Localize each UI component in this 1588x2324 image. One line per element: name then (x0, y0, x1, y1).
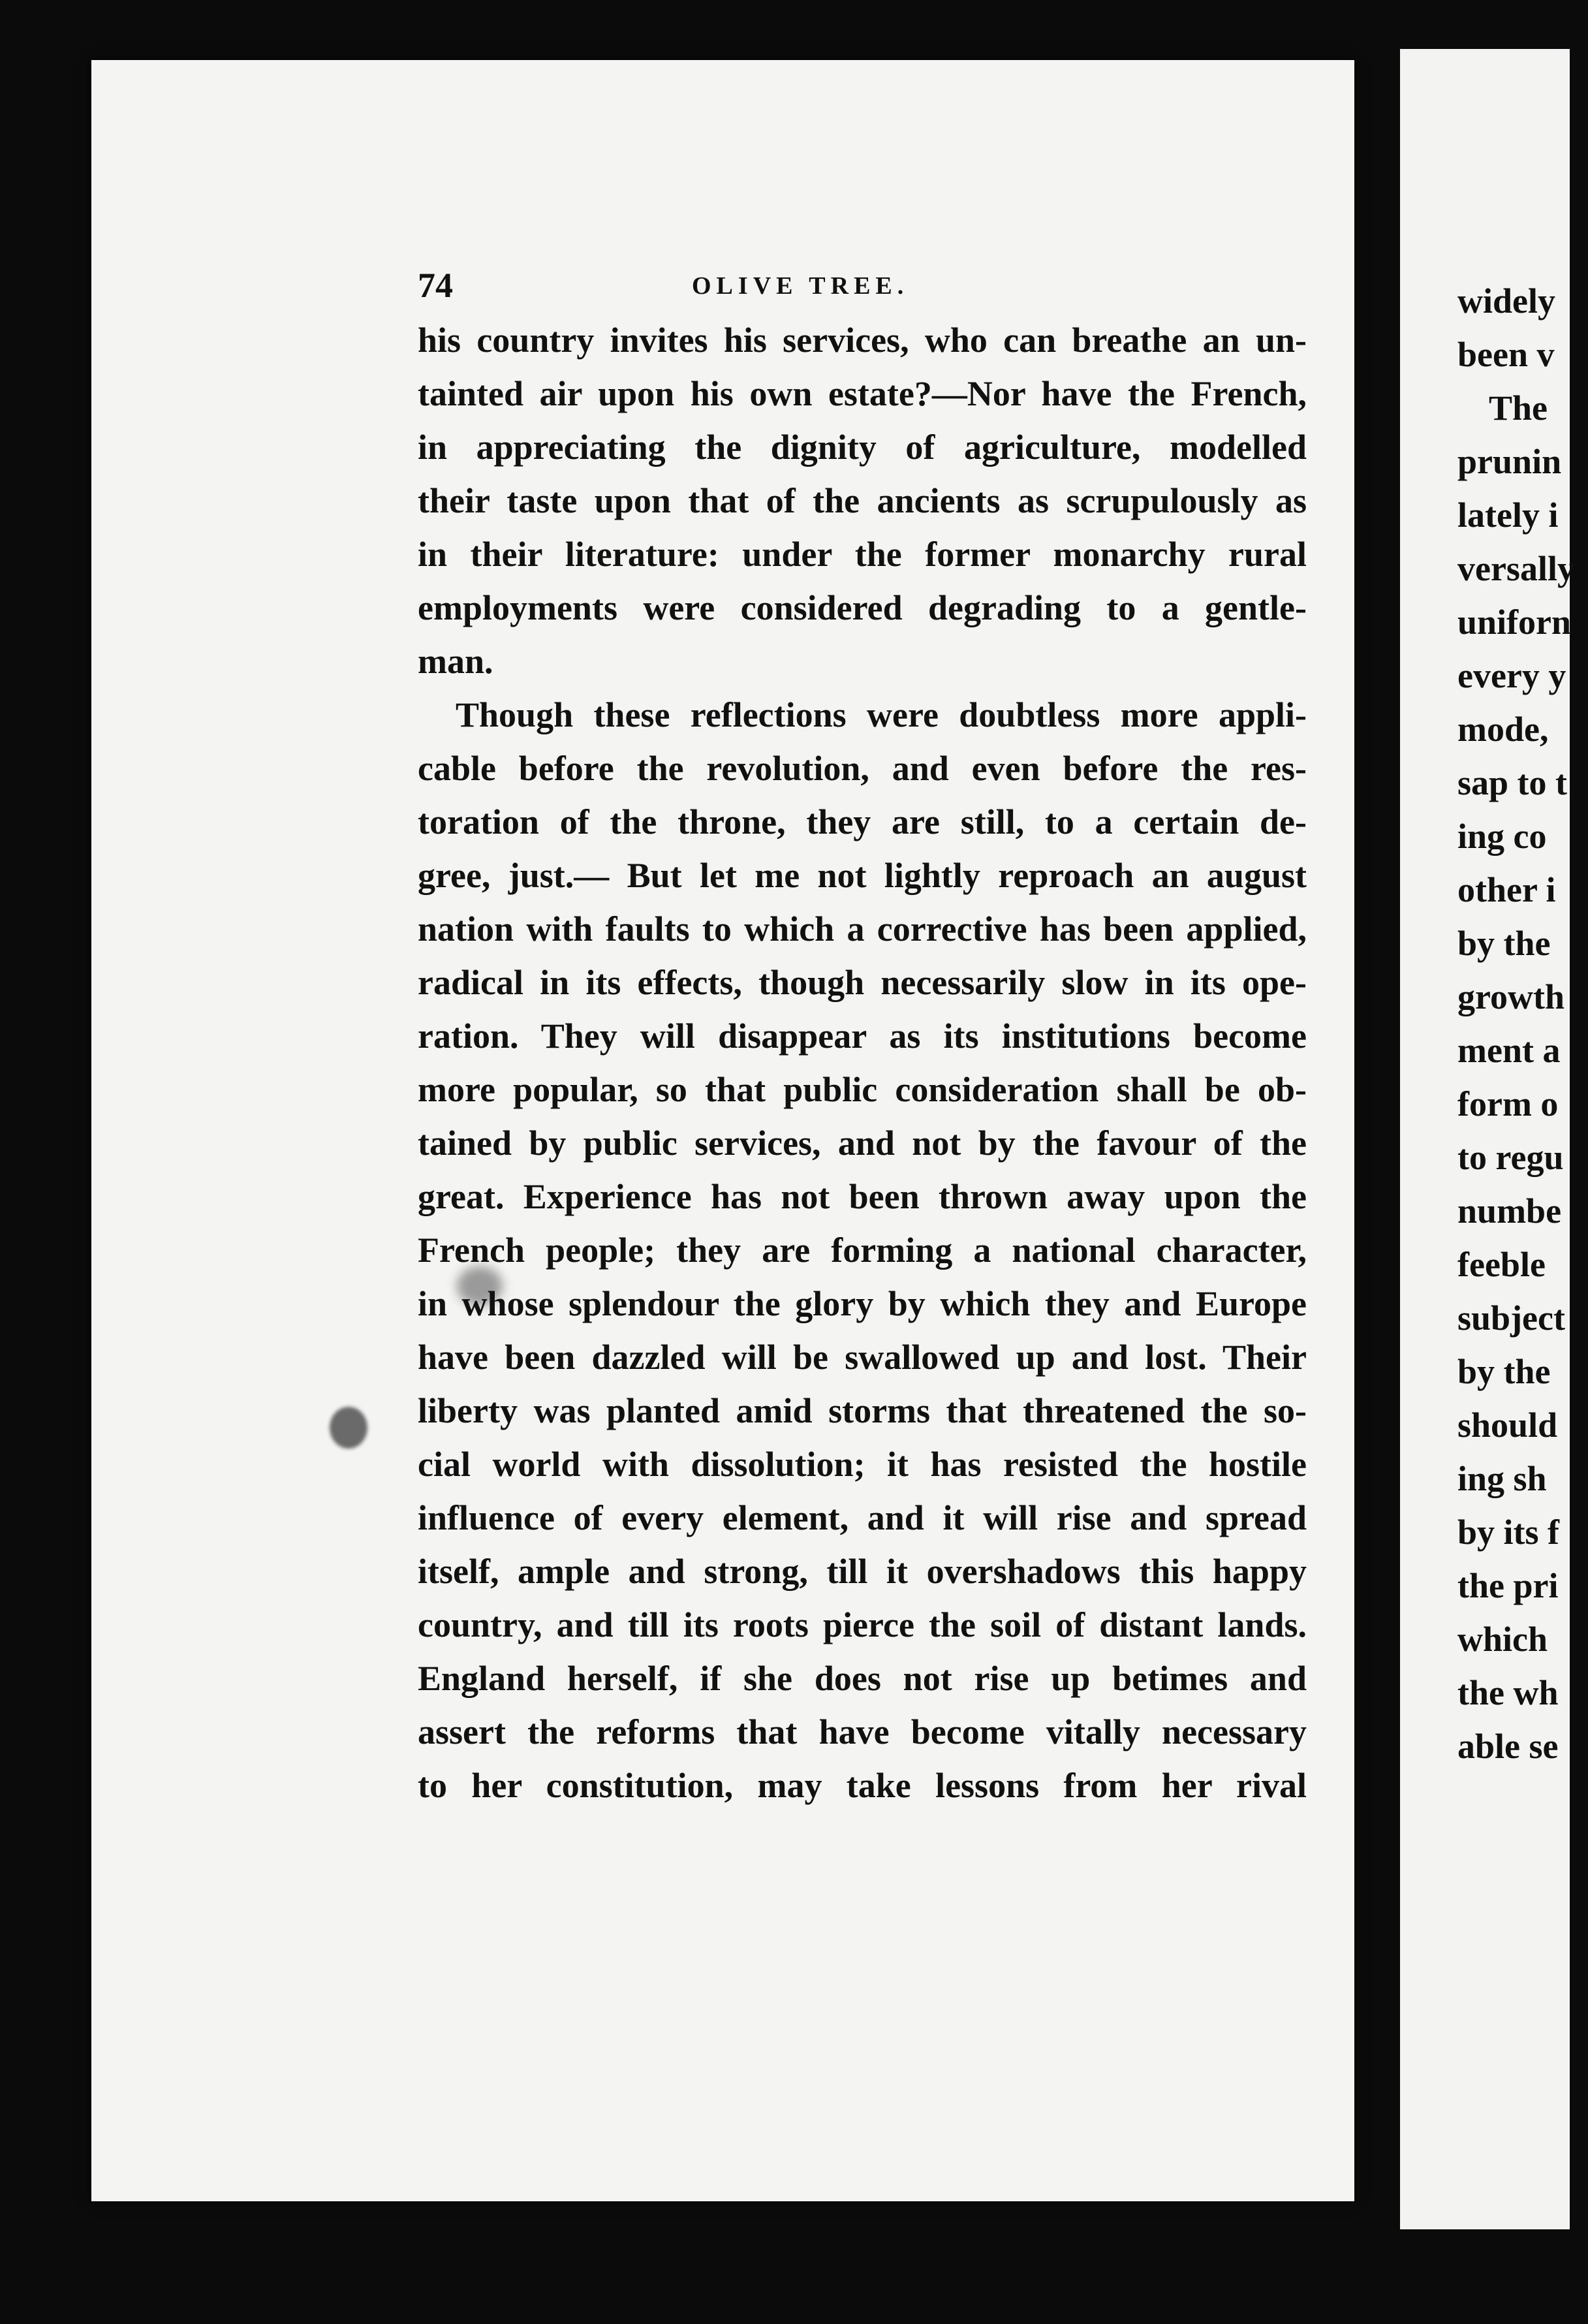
text-line: assert the reforms that have become vitally necessary (418, 1712, 1307, 1751)
text-line: toration of the throne, they are still, to a certain de- (418, 802, 1307, 841)
text-line: in whose splendour the glory by which they and Europe (418, 1284, 1307, 1323)
text-line: country, and till its roots pierce the soil of distant lands. (418, 1605, 1307, 1644)
text-fragment: ing sh (1457, 1459, 1547, 1498)
text-fragment: prunin (1457, 442, 1562, 481)
text-fragment: ment a (1457, 1031, 1561, 1070)
text-fragment: the pri (1457, 1566, 1559, 1605)
text-line: tained by public services, and not by the favour of the (418, 1123, 1307, 1163)
text-line: radical in its effects, though necessarily slow in its ope- (418, 963, 1307, 1002)
text-line: cial world with dissolution; it has resisted the hostile (418, 1445, 1307, 1484)
text-fragment: sap to t (1457, 763, 1568, 802)
text-fragment: other i (1457, 870, 1556, 909)
text-fragment: widely (1457, 281, 1556, 321)
text-fragment: should (1457, 1405, 1558, 1445)
text-fragment: by its f (1457, 1513, 1560, 1552)
text-line: England herself, if she does not rise up betimes and (418, 1659, 1307, 1698)
text-line: tainted air upon his own estate?—Nor have the French, (418, 374, 1307, 413)
text-fragment: lately i (1457, 495, 1559, 535)
text-line: more popular, so that public consideration shall be ob- (418, 1070, 1307, 1109)
text-line: in their literature: under the former monarchy rural (418, 535, 1307, 574)
text-line: in appreciating the dignity of agriculture, modelled (418, 428, 1307, 467)
text-line: nation with faults to which a corrective has been applied, (418, 909, 1307, 949)
text-line: man. (418, 642, 493, 681)
text-line: to her constitution, may take lessons from her rival (418, 1766, 1307, 1805)
text-fragment: able se (1457, 1727, 1559, 1766)
left-page-text (418, 261, 1307, 1812)
text-fragment: feeble (1457, 1245, 1546, 1284)
page-header (418, 261, 1307, 313)
text-fragment: numbe (1457, 1191, 1562, 1231)
text-line: itself, ample and strong, till it overshadows this happy (418, 1552, 1307, 1591)
text-line: cable before the revolution, and even before the res- (418, 749, 1307, 788)
ink-smudge (330, 1407, 367, 1449)
right-page-text (1457, 274, 1588, 1773)
text-fragment: mode, (1457, 710, 1549, 749)
text-line: have been dazzled will be swallowed up and lost. Their (418, 1338, 1307, 1377)
text-fragment: which (1457, 1620, 1548, 1659)
text-fragment: subject (1457, 1298, 1565, 1338)
text-line: employments were considered degrading to a gentle- (418, 588, 1307, 627)
text-line: their taste upon that of the ancients as scrupulously as (418, 481, 1307, 520)
text-line: ration. They will disappear as its institutions become (418, 1016, 1307, 1056)
text-line: Though these reflections were doubtless more appli- (456, 695, 1307, 734)
text-fragment: The (1489, 388, 1548, 428)
text-fragment: growth (1457, 977, 1565, 1016)
text-fragment: by the (1457, 1352, 1551, 1391)
text-fragment: form o (1457, 1084, 1559, 1123)
text-fragment: to regu (1457, 1138, 1564, 1177)
text-line: great. Experience has not been thrown away upon the (418, 1177, 1307, 1216)
text-fragment: every y (1457, 656, 1566, 695)
text-fragment: ing co (1457, 817, 1547, 856)
text-fragment: versally (1457, 549, 1575, 588)
text-line: gree, just.— But let me not lightly reproach an august (418, 856, 1307, 895)
text-fragment: uniforn (1457, 603, 1572, 642)
text-line: French people; they are forming a national character, (418, 1231, 1307, 1270)
text-line: liberty was planted amid storms that threatened the so- (418, 1391, 1307, 1430)
text-fragment: been v (1457, 335, 1555, 374)
text-line: influence of every element, and it will rise and spread (418, 1498, 1307, 1537)
running-head: OLIVE TREE. (692, 272, 909, 300)
page-number: 74 (418, 266, 453, 305)
text-line: his country invites his services, who can breathe an un- (418, 321, 1307, 360)
text-fragment: the wh (1457, 1673, 1559, 1712)
text-fragment: by the (1457, 924, 1551, 963)
